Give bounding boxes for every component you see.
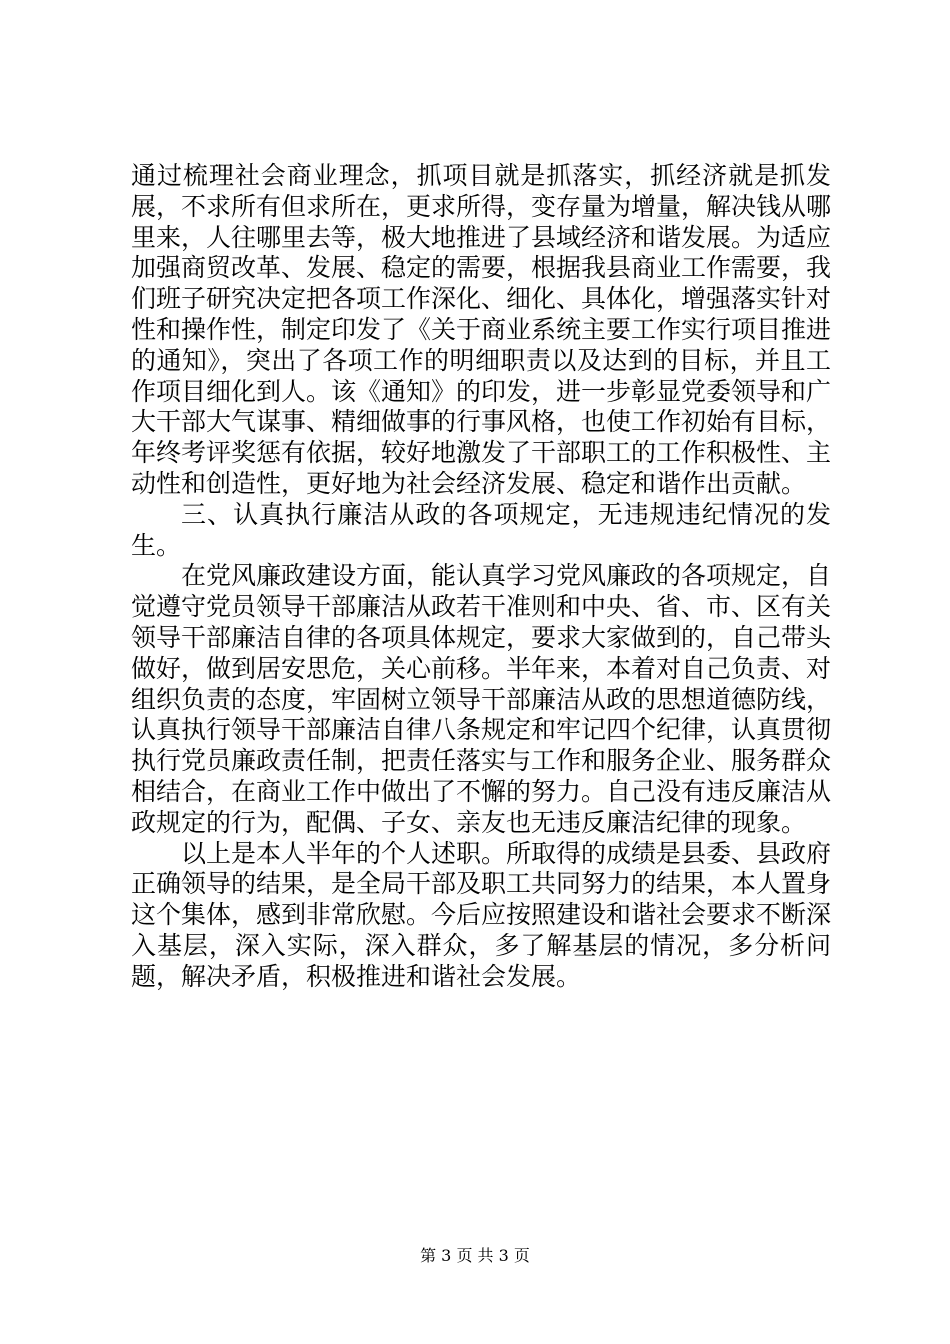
section-heading-three: 三、认真执行廉洁从政的各项规定，无违规违纪情况的发生。 <box>131 499 831 560</box>
document-body <box>131 161 831 993</box>
body-paragraph-integrity: 在党风廉政建设方面，能认真学习党风廉政的各项规定，自觉遵守党员领导干部廉洁从政若干准则和中央、省、市、区有关领导干部廉洁自律的各项具体规定，要求大家做到的，自己带头做好，做到居安思危，关心前移。半年来，本着对自己负责、对组织负责的态度，牢固树立领导干部廉洁从政的思想道德防线，认真执行领导干部廉洁自律八条规定和牢记四个纪律，认真贯彻执行党员廉政责任制，把责任落实与工作和服务企业、服务群众相结合，在商业工作中做出了不懈的努力。自己没有违反廉洁从政规定的行为，配偶、子女、亲友也无违反廉洁纪律的现象。 <box>131 561 832 837</box>
body-paragraph-conclusion: 以上是本人半年的个人述职。所取得的成绩是县委、县政府正确领导的结果，是全局干部及职工共同努力的结果，本人置身这个集体，感到非常欣慰。今后应按照建设和谐社会要求不断深入基层，深入实际，深入群众，多了解基层的情况，多分析问题，解决矛盾，积极推进和谐社会发展。 <box>131 838 832 991</box>
body-paragraph-continuation: 通过梳理社会商业理念，抓项目就是抓落实，抓经济就是抓发展，不求所有但求所在，更求所得，变存量为增量，解决钱从哪里来，人往哪里去等，极大地推进了县域经济和谐发展。为适应加强商贸改革、发展、稳定的需要，根据我县商业工作需要，我们班子研究决定把各项工作深化、细化、具体化，增强落实针对性和操作性，制定印发了《关于商业系统主要工作实行项目推进的通知》，突出了各项工作的明细职责以及达到的目标，并且工作项目细化到人。该《通知》的印发，进一步彰显党委领导和广大干部大气谋事、精细做事的行事风格，也使工作初始有目标，年终考评奖惩有依据，较好地激发了干部职工的工作积极性、主动性和创造性，更好地为社会经济发展、稳定和谐作出贡献。 <box>131 161 832 498</box>
page-number-footer: 第 3 页 共 3 页 <box>420 1246 530 1265</box>
